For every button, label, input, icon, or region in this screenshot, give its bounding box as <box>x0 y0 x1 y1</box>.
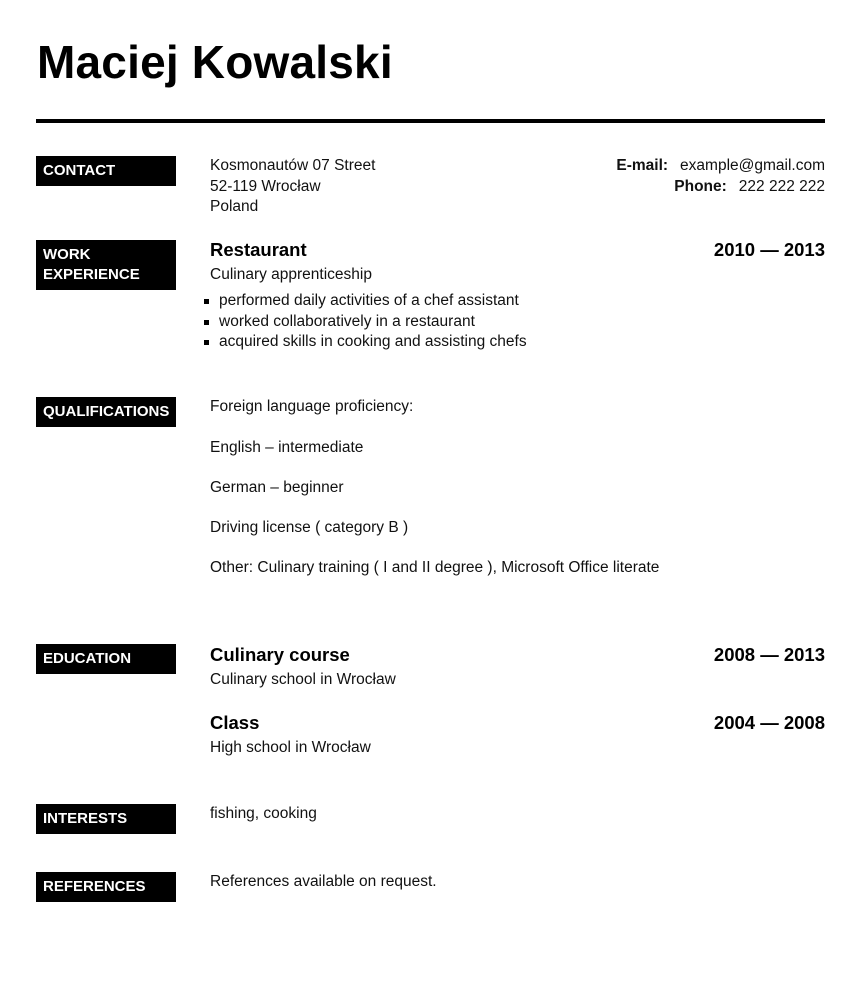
email-row <box>616 155 825 176</box>
work-bullet-list <box>202 291 527 353</box>
work-bullet: performed daily activities of a chef assistant <box>202 291 527 312</box>
education-detail: Culinary school in Wrocław <box>210 671 396 688</box>
phone-value: 222 222 222 <box>738 178 825 195</box>
work-dates: 2010 — 2013 <box>713 239 825 260</box>
education-title: Class <box>210 712 260 733</box>
work-role: Culinary apprenticeship <box>210 266 372 283</box>
section-label-education: EDUCATION <box>36 644 176 674</box>
education-dates: 2004 — 2008 <box>713 712 825 733</box>
qualification-item: Driving license ( category B ) <box>210 519 409 536</box>
address-line-3: Poland <box>210 198 259 215</box>
section-label-references: REFERENCES <box>36 872 176 902</box>
qualification-item: Foreign language proficiency: <box>210 398 414 415</box>
bullet-square-icon <box>204 320 209 325</box>
bullet-square-icon <box>204 299 209 304</box>
work-title: Restaurant <box>210 239 307 260</box>
qualification-item: German – beginner <box>210 479 344 496</box>
section-label-qualifications: QUALIFICATIONS <box>36 397 176 427</box>
header-divider <box>36 119 825 123</box>
section-label-work-experience: WORK EXPERIENCE <box>36 240 176 290</box>
bullet-square-icon <box>204 340 209 345</box>
work-bullet: acquired skills in cooking and assisting chefs <box>202 332 527 353</box>
section-label-contact: CONTACT <box>36 156 176 186</box>
phone-row <box>674 176 825 197</box>
references-text: References available on request. <box>210 873 437 890</box>
education-dates: 2008 — 2013 <box>713 644 825 665</box>
address-line-2: 52-119 Wrocław <box>210 178 321 195</box>
qualification-item: English – intermediate <box>210 439 364 456</box>
address-line-1: Kosmonautów 07 Street <box>210 157 376 174</box>
education-title: Culinary course <box>210 644 350 665</box>
resume-name: Maciej Kowalski <box>37 36 393 88</box>
interests-text: fishing, cooking <box>210 805 317 822</box>
qualification-item: Other: Culinary training ( I and II degree ), Microsoft Office literate <box>210 559 660 576</box>
email-label: E-mail: <box>616 157 669 174</box>
phone-label: Phone: <box>674 178 727 195</box>
section-label-interests: INTERESTS <box>36 804 176 834</box>
email-value[interactable]: example@gmail.com <box>680 157 825 174</box>
work-bullet: worked collaboratively in a restaurant <box>202 312 527 333</box>
education-detail: High school in Wrocław <box>210 739 371 756</box>
